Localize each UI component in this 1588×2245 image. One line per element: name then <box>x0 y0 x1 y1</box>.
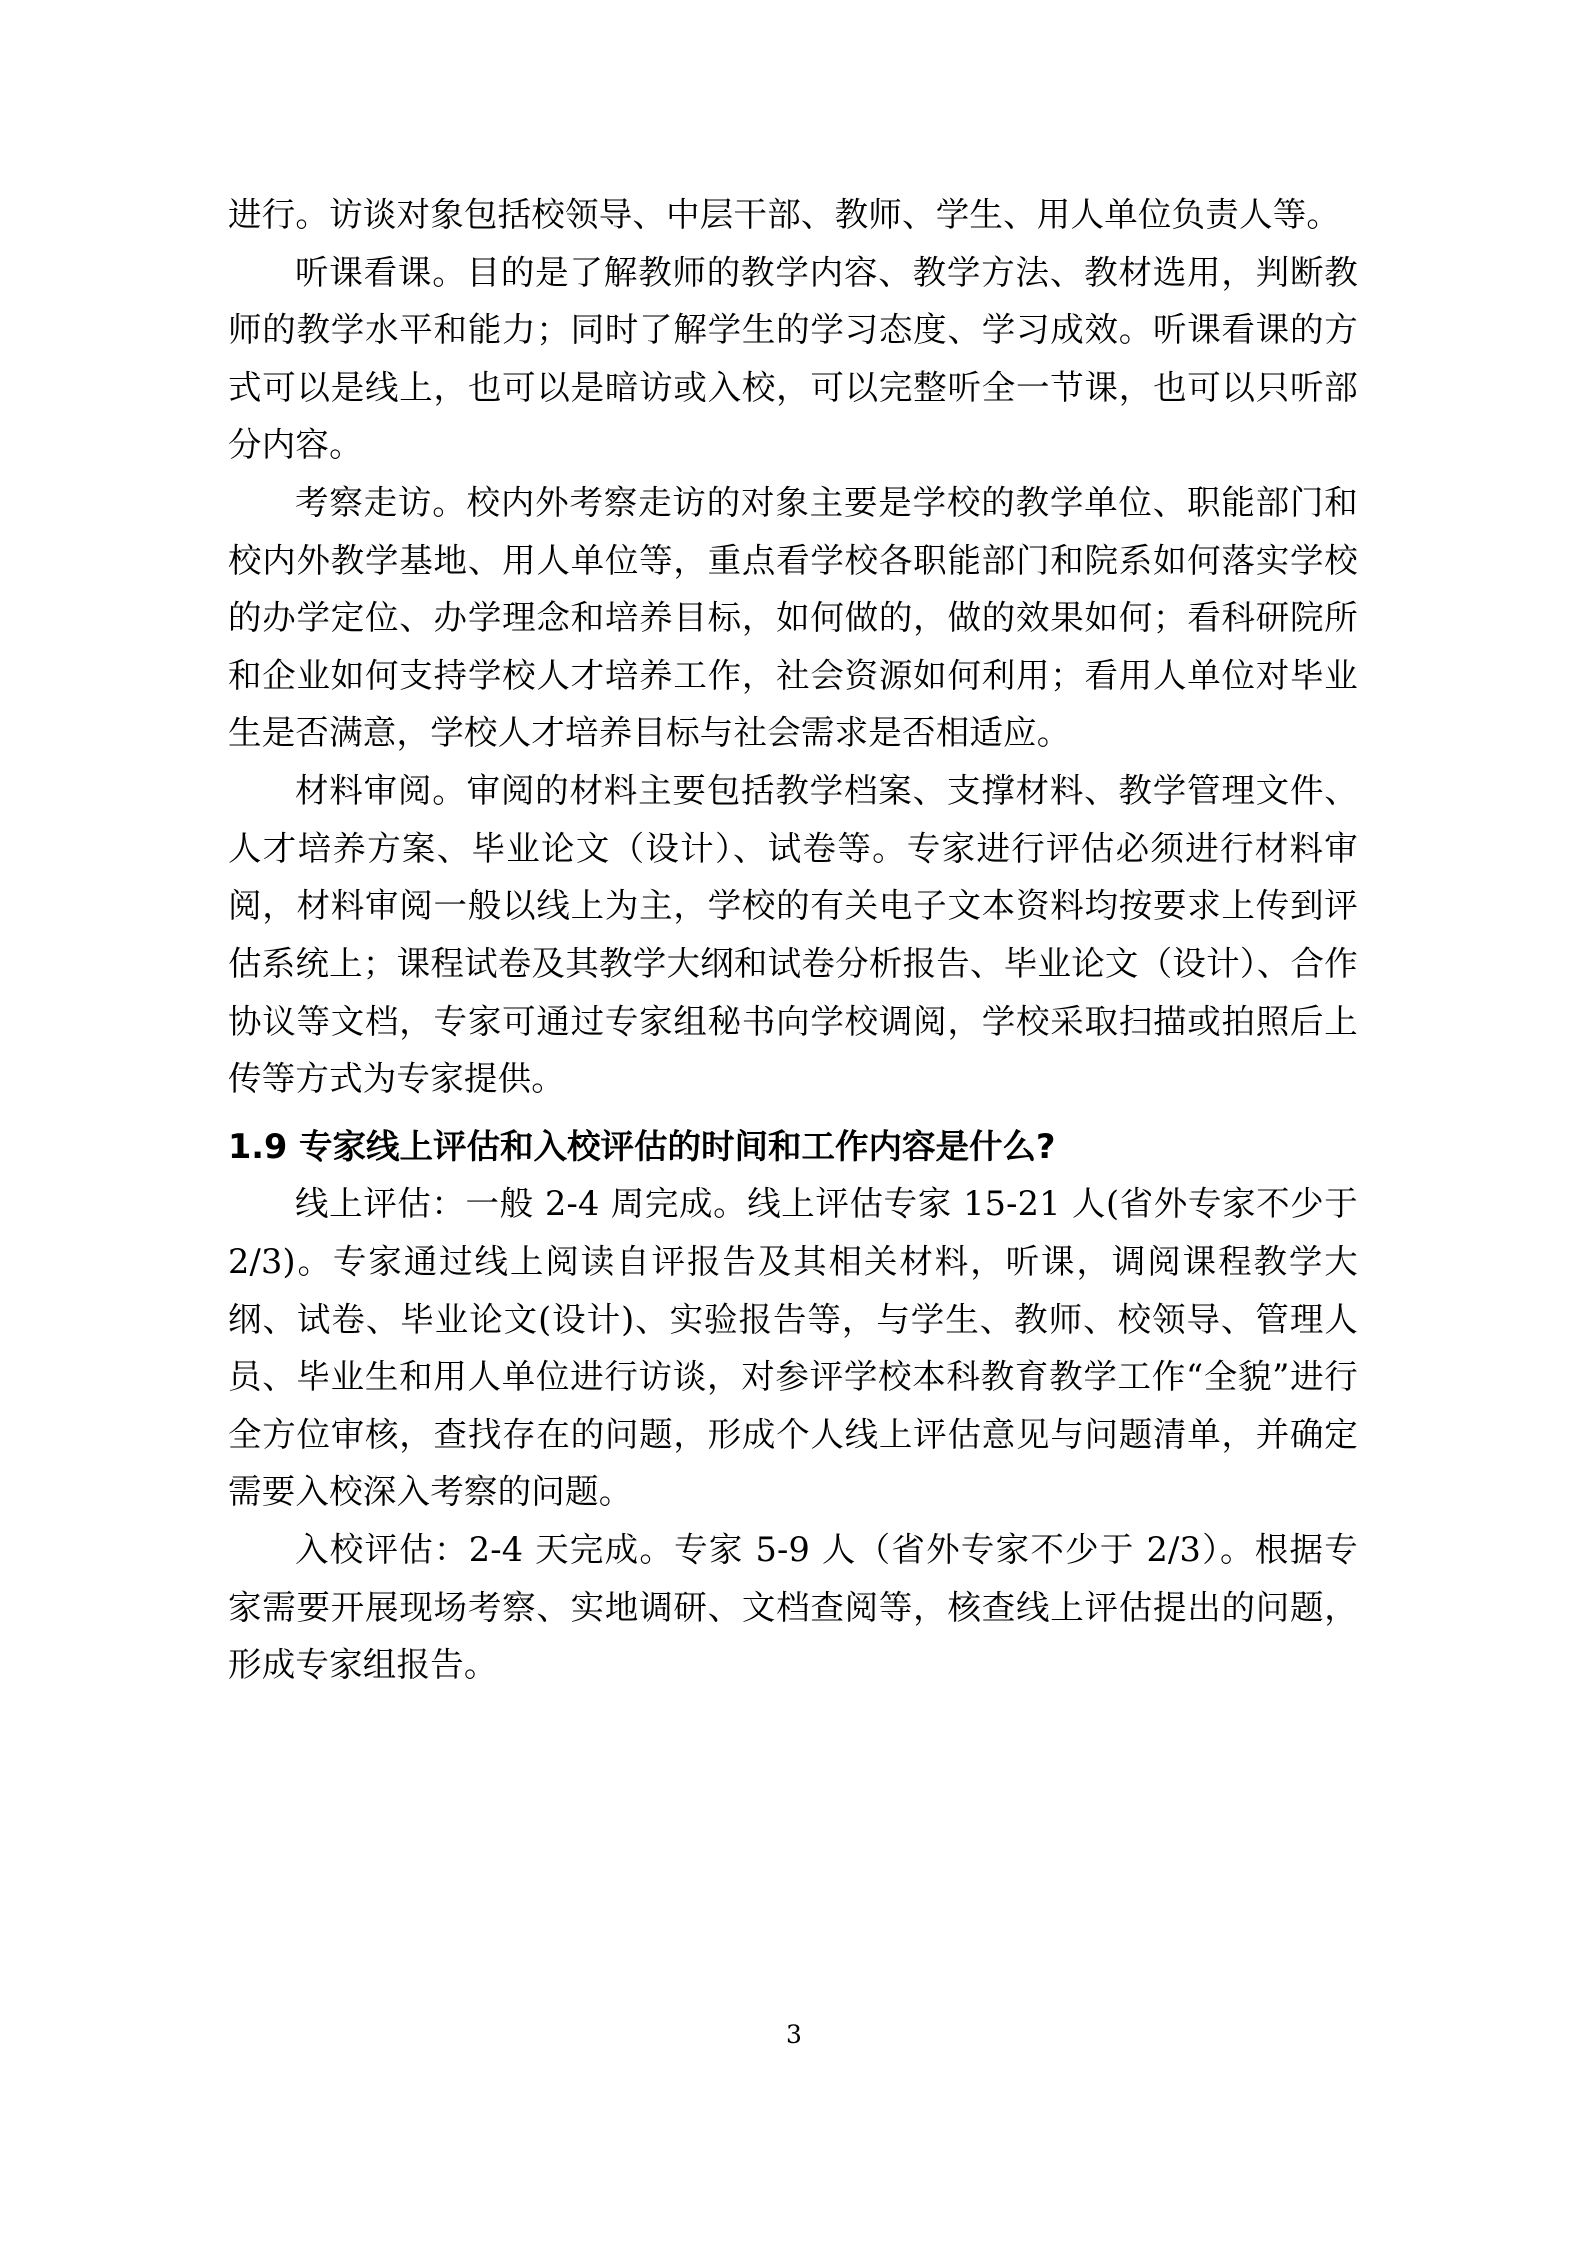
section-heading-1-9: 1.9 专家线上评估和入校评估的时间和工作内容是什么? <box>228 1126 1056 1166</box>
page-content <box>228 186 1358 1694</box>
paragraph-onsite-evaluation: 入校评估：2-4 天完成。专家 5-9 人（省外专家不少于 2/3）。根据专家需要开展现场考察、实地调研、文档查阅等，核查线上评估提出的问题，形成专家组报告。 <box>228 1530 1358 1685</box>
paragraph-field-visit: 考察走访。校内外考察走访的对象主要是学校的教学单位、职能部门和校内外教学基地、用人单位等，重点看学校各职能部门和院系如何落实学校的办学定位、办学理念和培养目标，如何做的，做的效果如何；看科研院所和企业如何支持学校人才培养工作，社会资源如何利用；看用人单位对毕业生是否满意，学校人才培养目标与社会需求是否相适应。 <box>228 483 1358 753</box>
paragraph-material-review: 材料审阅。审阅的材料主要包括教学档案、支撑材料、教学管理文件、人才培养方案、毕业论文（设计）、试卷等。专家进行评估必须进行材料审阅，材料审阅一般以线上为主，学校的有关电子文本资料均按要求上传到评估系统上；课程试卷及其教学大纲和试卷分析报告、毕业论文（设计）、合作协议等文档，专家可通过专家组秘书向学校调阅，学校采取扫描或拍照后上传等方式为专家提供。 <box>228 771 1358 1099</box>
paragraph-interview-continued: 进行。访谈对象包括校领导、中层干部、教师、学生、用人单位负责人等。 <box>228 195 1341 234</box>
paragraph-class-observation: 听课看课。目的是了解教师的教学内容、教学方法、教材选用，判断教师的教学水平和能力；同时了解学生的学习态度、学习成效。听课看课的方式可以是线上，也可以是暗访或入校，可以完整听全一节课，也可以只听部分内容。 <box>228 252 1358 465</box>
paragraph-online-evaluation: 线上评估：一般 2-4 周完成。线上评估专家 15-21 人(省外专家不少于 2/3)。专家通过线上阅读自评报告及其相关材料，听课，调阅课程教学大纲、试卷、毕业论文(设计)、实验报告等，与学生、教师、校领导、管理人员、毕业生和用人单位进行访谈，对参评学校本科教育教学工作“全貌”进行全方位审核，查找存在的问题，形成个人线上评估意见与问题清单，并确定需要入校深入考察的问题。 <box>228 1184 1358 1512</box>
page-number: 3 <box>786 2020 802 2049</box>
